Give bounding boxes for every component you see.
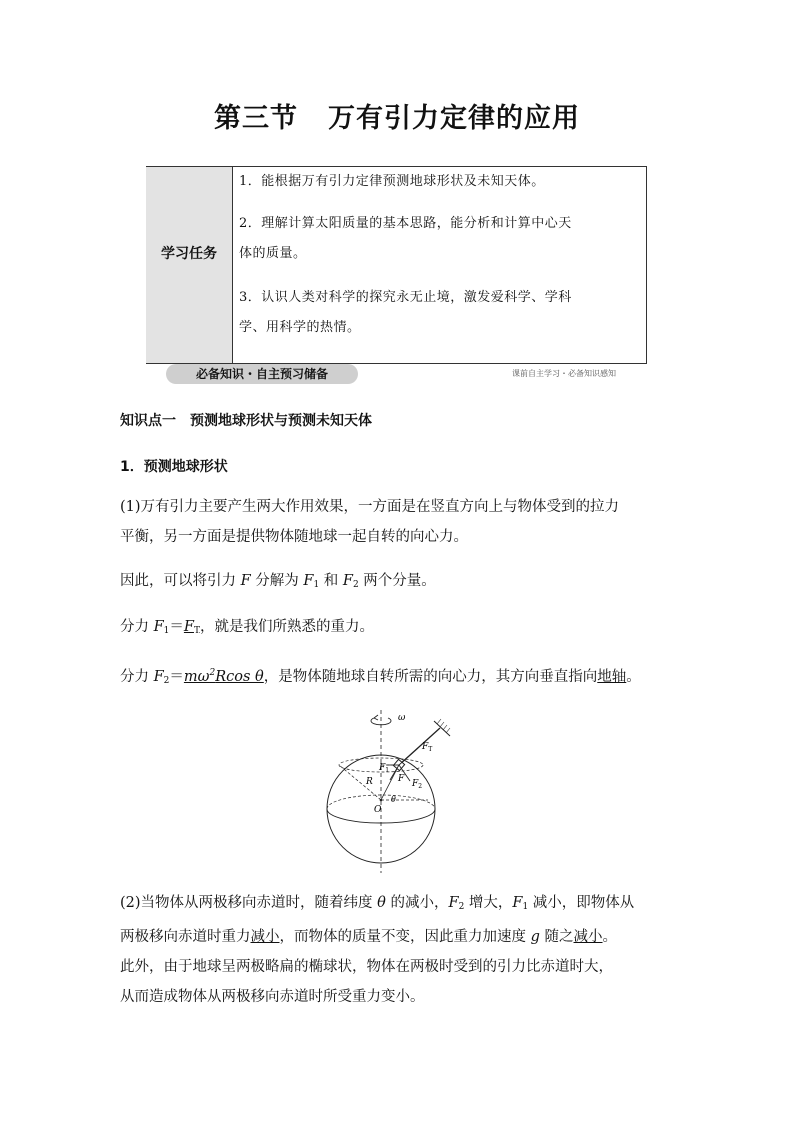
paragraph-5-line-3: 此外，由于地球呈两极略扁的椭球状，物体在两极时受到的引力比赤道时大， [120,959,613,975]
section-banner-label: 必备知识・自主预习储备 [195,367,328,381]
task-item-3-cont: 学、用科学的热情。 [239,320,361,335]
ft-label: $F_T$ [422,742,433,753]
task-item-2-cont: 体的质量。 [239,246,307,261]
task-item-2: 2．理解计算太阳质量的基本思路，能分析和计算中心天 [239,216,572,231]
task-label: 学习任务 [161,246,217,262]
task-item-1: 1．能根据万有引力定律预测地球形状及未知天体。 [239,174,545,189]
paragraph-5-line-2: 两极移向赤道时重力减小，而物体的质量不变，因此重力加速度 g 随之减小。 [120,929,618,945]
learning-task-table [146,166,647,364]
task-item-3: 3．认识人类对科学的探究永无止境，激发爱科学、学科 [239,290,572,305]
ceiling [434,721,450,736]
o-label: O [374,805,382,815]
paragraph-5-line-4: 从而造成物体从两极移向赤道时所受重力变小。 [120,989,425,1005]
f1-label: $F_1$ [379,763,390,774]
f-label: F [398,774,405,784]
page-title: 第三节 万有引力定律的应用 [214,103,580,134]
paragraph-1-line-1: (1)万有引力主要产生两大作用效果，一方面是在竖直方向上与物体受到的拉力 [120,499,620,515]
paragraph-2: 因此，可以将引力 F 分解为 $F_1$ 和 $F_2$ 两个分量。 [120,573,436,590]
f2-label: $F_2$ [412,779,423,790]
paragraph-5 [120,888,700,1012]
paragraph-3: 分力 $F_1=F_T$，就是我们所熟悉的重力。 [120,619,374,636]
paragraph-1-line-2: 平衡，另一方面是提供物体随地球一起自转的向心力。 [120,529,468,545]
theta-label: θ [391,795,396,804]
paragraph-1 [120,492,680,552]
subsection-heading: 1．预测地球形状 [120,459,228,475]
section-banner-note: 课前自主学习・必备知识感知 [512,369,616,378]
earth-force-diagram [318,708,478,880]
task-label-cell [146,167,233,363]
r-label: R [366,777,373,787]
knowledge-heading: 知识点一 预测地球形状与预测未知天体 [120,413,372,429]
paragraph-5-line-1: (2)当物体从两极移向赤道时，随着纬度 θ 的减小，$F_2$ 增大，$F_1$ 减小，即物体从 [120,895,635,912]
paragraph-4: 分力 $F_2=m\omega^2Rcos$ θ，是物体随地球自转所需的向心力，其方向垂直指向地轴。 [120,668,641,686]
omega-label: ω [398,713,406,723]
